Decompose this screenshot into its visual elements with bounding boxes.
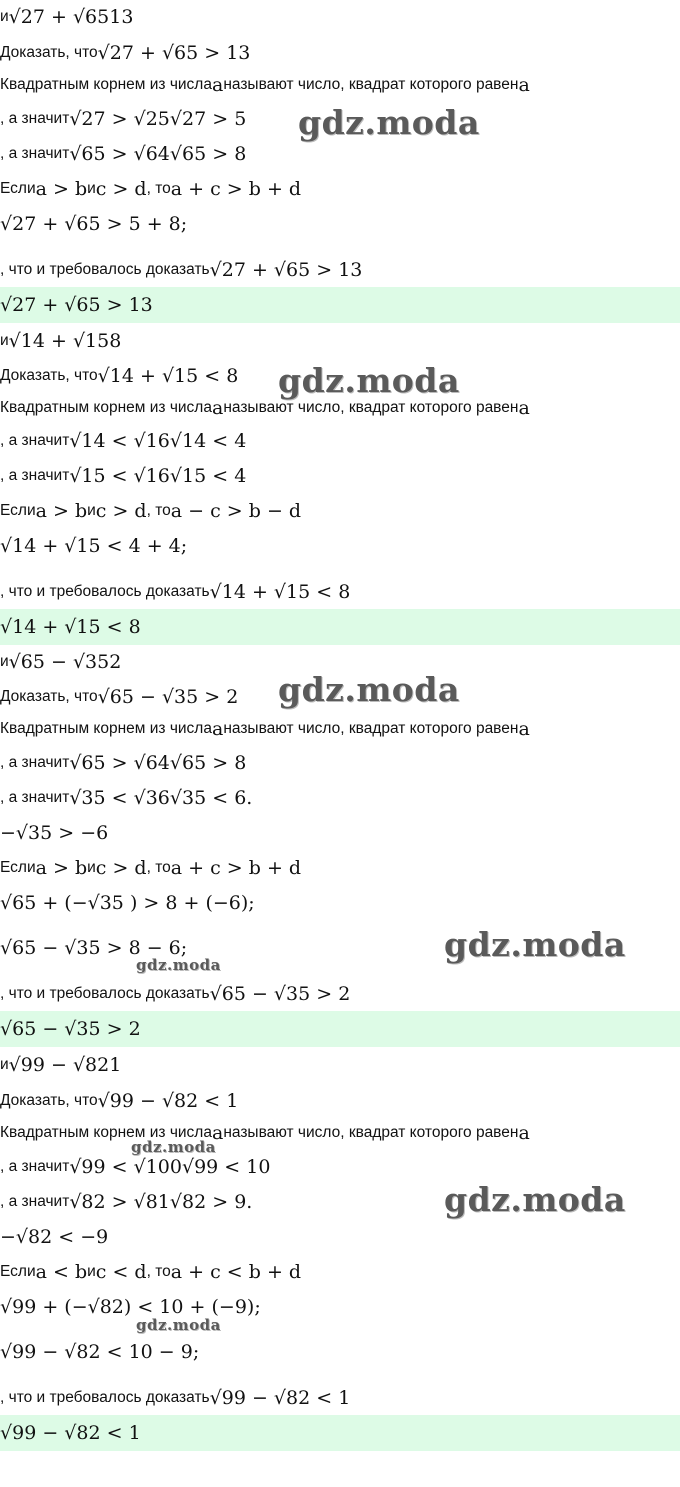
math-expression: √14 + √15 < 8 — [0, 616, 141, 638]
math-expression: c < d — [95, 1261, 147, 1283]
math-expression: √65 + (−√35 ) > 8 + (−6); — [0, 892, 255, 914]
solution-line — [0, 1116, 680, 1150]
solution-line — [0, 494, 680, 528]
text-fragment: называют число, квадрат которого равен — [223, 76, 519, 93]
math-expression: a — [211, 74, 224, 96]
text-fragment: , а значит — [0, 432, 70, 449]
solution-line — [0, 207, 680, 241]
text-fragment: и — [0, 1056, 9, 1073]
watermark: gdz.moda — [298, 103, 480, 142]
math-expression: √65 − √35 > 2 — [209, 983, 351, 1005]
watermark: gdz.moda — [444, 925, 626, 964]
math-expression: √14 + √15 < 4 + 4; — [0, 535, 188, 557]
text-fragment: Если — [0, 859, 36, 876]
text-fragment: , а значит — [0, 789, 70, 806]
watermark: gdz.moda — [136, 1316, 221, 1334]
solution-line — [0, 1290, 680, 1324]
math-expression: √82 > 9. — [169, 1191, 253, 1213]
text-fragment: называют число, квадрат которого равен — [223, 1124, 519, 1141]
solution-line — [0, 977, 680, 1011]
math-expression: a + c > b + d — [170, 178, 302, 200]
solution-line — [0, 324, 680, 358]
math-expression: a — [518, 1122, 530, 1144]
solution-line — [0, 459, 680, 493]
solution-line — [0, 1220, 680, 1254]
math-expression: a — [518, 397, 530, 419]
solution-line — [0, 575, 680, 609]
solution-line — [0, 137, 680, 171]
math-expression: a + c > b + d — [170, 857, 302, 879]
math-expression: √27 + √65 > 5 + 8; — [0, 213, 188, 235]
text-fragment: Квадратным корнем из числа — [0, 399, 212, 416]
watermark: gdz.moda — [278, 361, 460, 400]
text-fragment: , что и требовалось доказать — [0, 1389, 210, 1406]
math-expression: √35 < 6. — [169, 787, 253, 809]
solution-line — [0, 172, 680, 206]
math-expression: a — [518, 74, 530, 96]
text-fragment: , а значит — [0, 754, 70, 771]
text-fragment: и — [87, 1263, 96, 1280]
text-fragment: Если — [0, 1263, 36, 1280]
text-fragment: , то — [146, 502, 171, 519]
math-expression: √65 − √35 — [8, 651, 110, 673]
math-expression: a + c < b + d — [170, 1261, 302, 1283]
text-fragment: и — [87, 859, 96, 876]
solution-line — [0, 781, 680, 815]
text-fragment: , что и требовалось доказать — [0, 261, 210, 278]
solution-line — [0, 1335, 680, 1369]
math-expression: a — [211, 397, 224, 419]
solution-line — [0, 424, 680, 458]
answer-line — [0, 1415, 680, 1451]
math-expression: √65 > √64 — [69, 752, 170, 774]
math-expression: √14 + √15 < 8 — [97, 365, 239, 387]
solution-line — [0, 68, 680, 102]
text-fragment: , а значит — [0, 1158, 70, 1175]
text-fragment: Квадратным корнем из числа — [0, 76, 212, 93]
math-expression: √27 > 5 — [169, 108, 247, 130]
math-expression: √99 − √82 < 10 − 9; — [0, 1341, 200, 1363]
solution-line — [0, 1048, 680, 1082]
solution-line — [0, 0, 680, 34]
text-fragment: Квадратным корнем из числа — [0, 1124, 212, 1141]
math-expression: √27 + √65 > 13 — [209, 259, 363, 281]
text-fragment: , а значит — [0, 467, 70, 484]
math-expression: √14 < √16 — [69, 430, 170, 452]
math-expression: a > b — [35, 500, 88, 522]
math-expression: √65 − √35 > 8 − 6; — [0, 937, 188, 959]
math-expression: c > d — [95, 857, 147, 879]
text-fragment: Доказать, что — [0, 1092, 98, 1109]
solution-line — [0, 886, 680, 920]
math-expression: √99 − √82 — [8, 1054, 110, 1076]
text-fragment: Доказать, что — [0, 367, 98, 384]
text-fragment: и — [0, 653, 9, 670]
math-expression: √14 + √15 — [8, 330, 110, 352]
math-expression: √82 > √81 — [69, 1191, 170, 1213]
solution-line — [0, 746, 680, 780]
math-expression: 8 — [109, 330, 122, 352]
math-expression: √65 > √64 — [69, 143, 170, 165]
text-fragment: и — [0, 332, 9, 349]
math-expression: a — [211, 718, 224, 740]
text-fragment: Доказать, что — [0, 44, 98, 61]
text-fragment: Доказать, что — [0, 688, 98, 705]
math-expression: √27 + √65 — [8, 6, 110, 28]
solution-line — [0, 529, 680, 563]
math-expression: √15 < √16 — [69, 465, 170, 487]
text-fragment: и — [87, 502, 96, 519]
solution-line — [0, 1381, 680, 1415]
math-expression: −√35 > −6 — [0, 822, 109, 844]
math-expression: √99 − √82 < 1 — [209, 1387, 351, 1409]
text-fragment: , а значит — [0, 145, 70, 162]
text-fragment: и — [0, 8, 9, 25]
watermark: gdz.moda — [136, 956, 221, 974]
math-expression: c > d — [95, 178, 147, 200]
math-expression: √35 < √36 — [69, 787, 170, 809]
text-fragment: , то — [146, 180, 171, 197]
math-expression: a > b — [35, 857, 88, 879]
math-expression: a — [211, 1122, 224, 1144]
text-fragment: Квадратным корнем из числа — [0, 720, 212, 737]
math-expression: √27 + √65 > 13 — [0, 294, 153, 316]
text-fragment: и — [87, 180, 96, 197]
math-expression: √99 + (−√82) < 10 + (−9); — [0, 1296, 261, 1318]
solution-line — [0, 1150, 680, 1184]
solution-line — [0, 1084, 680, 1118]
math-expression: 1 — [109, 1054, 122, 1076]
text-fragment: , то — [146, 1263, 171, 1280]
answer-line — [0, 609, 680, 645]
text-fragment: , то — [146, 859, 171, 876]
math-expression: √65 − √35 > 2 — [97, 686, 239, 708]
answer-line — [0, 1011, 680, 1047]
answer-line — [0, 287, 680, 323]
math-expression: √65 > 8 — [169, 143, 247, 165]
math-expression: √27 + √65 > 13 — [97, 42, 251, 64]
solution-line — [0, 851, 680, 885]
math-expression: √14 < 4 — [169, 430, 247, 452]
math-expression: √99 − √82 < 1 — [97, 1090, 239, 1112]
math-expression: √65 − √35 > 2 — [0, 1018, 141, 1040]
solution-line — [0, 36, 680, 70]
math-expression: 2 — [109, 651, 122, 673]
math-expression: 13 — [109, 6, 134, 28]
text-fragment: называют число, квадрат которого равен — [223, 720, 519, 737]
solution-line — [0, 712, 680, 746]
solution-line — [0, 253, 680, 287]
text-fragment: Если — [0, 180, 36, 197]
math-expression: a < b — [35, 1261, 88, 1283]
text-fragment: Если — [0, 502, 36, 519]
text-fragment: называют число, квадрат которого равен — [223, 399, 519, 416]
watermark: gdz.moda — [278, 670, 460, 709]
math-expression: a > b — [35, 178, 88, 200]
watermark: gdz.moda — [444, 1180, 626, 1219]
math-expression: √14 + √15 < 8 — [209, 581, 351, 603]
text-fragment: , а значит — [0, 110, 70, 127]
watermark: gdz.moda — [131, 1138, 216, 1156]
math-expression: a − c > b − d — [170, 500, 302, 522]
math-expression: √15 < 4 — [169, 465, 247, 487]
math-expression: a — [518, 718, 530, 740]
text-fragment: , а значит — [0, 1193, 70, 1210]
math-expression: √99 − √82 < 1 — [0, 1422, 141, 1444]
math-expression: −√82 < −9 — [0, 1226, 109, 1248]
text-fragment: , что и требовалось доказать — [0, 985, 210, 1002]
solution-line — [0, 1255, 680, 1289]
solution-line — [0, 816, 680, 850]
math-expression: √27 > √25 — [69, 108, 170, 130]
math-expression: √65 > 8 — [169, 752, 247, 774]
math-expression: √99 < √100 — [69, 1156, 182, 1178]
text-fragment: , что и требовалось доказать — [0, 583, 210, 600]
math-expression: √99 < 10 — [181, 1156, 271, 1178]
math-expression: c > d — [95, 500, 147, 522]
